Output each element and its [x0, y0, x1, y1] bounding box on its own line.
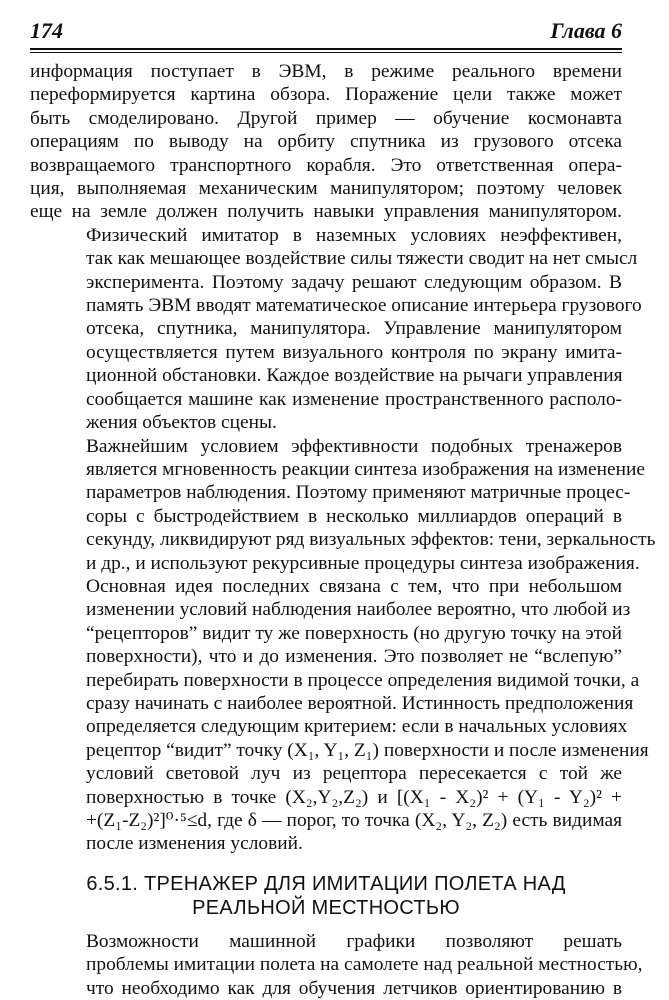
- paragraph-5: [30, 930, 643, 1000]
- section-heading: [30, 872, 622, 920]
- text-line: поверхности), что и до изменения. Это позволяет не “вслепую”: [86, 646, 622, 668]
- text-line: изменении условий наблюдения наиболее вероятно, что любой из: [86, 599, 631, 621]
- text-line: так как мешающее воздействие силы тяжести сводит на нет смысл: [86, 248, 638, 270]
- text-line: возвращаемого транспортного корабля. Это ответственная опера-: [30, 154, 622, 176]
- text-line: быть смоделировано. Другой пример — обучение космонавта: [30, 107, 622, 129]
- text-line: Важнейшим условием эффективности подобных тренажеров: [86, 435, 622, 457]
- text-line: информация поступает в ЭВМ, в режиме реального времени: [30, 61, 622, 82]
- paragraph-1: [30, 60, 622, 224]
- text-line: является мгновенность реакции синтеза изображения на изменение: [86, 458, 645, 480]
- text-line: рецептор “видит” точку (X₁, Y₁, Z₁) поверхности и после изменения: [86, 739, 649, 761]
- page-body: [30, 60, 656, 1000]
- text-line: определяется следующим критерием: если в начальных условиях: [86, 716, 628, 738]
- text-line: после изменения условий.: [86, 833, 303, 855]
- text-line: осуществляется путем визуального контроля по экрану имита-: [86, 341, 622, 363]
- text-line: ция, выполняемая механическим манипулятором; поэтому человек: [30, 178, 622, 200]
- running-header: [30, 18, 622, 46]
- text-line: и др., и используют рекурсивные процедуры синтеза изображения.: [86, 552, 640, 574]
- text-line: поверхностью в точке (X₂,Y₂,Z₂) и [(X₁ - X₂)² + (Y₁ - Y₂)² +: [86, 786, 622, 808]
- text-line: перебирать поверхности в процессе определения видимой точки, а: [86, 669, 640, 691]
- text-line: жения объектов сцены.: [86, 412, 277, 434]
- section-heading-line: РЕАЛЬНОЙ МЕСТНОСТЬЮ: [192, 896, 460, 919]
- text-line: секунду, ликвидируют ряд визуальных эффектов: тени, зеркальность: [86, 529, 656, 551]
- text-line: проблемы имитации полета на самолете над реальной местностью,: [86, 954, 643, 976]
- text-line: параметров наблюдения. Поэтому применяют матричные процес-: [86, 482, 631, 504]
- text-line: Физический имитатор в наземных условиях неэффективен,: [86, 224, 622, 246]
- paragraph-4: [30, 575, 649, 856]
- text-line: отсека, спутника, манипулятора. Управление манипулятором: [86, 318, 622, 340]
- text-line: что необходимо как для обучения летчиков ориентированию в: [86, 977, 622, 999]
- text-line: “рецепторов” видит ту же поверхность (но другую точку на этой: [86, 622, 622, 644]
- paragraph-2: [30, 224, 642, 435]
- page-number: 174: [30, 18, 63, 43]
- text-line: Основная идея последних связана с тем, что при небольшом: [86, 575, 622, 597]
- section-heading-line: 6.5.1. ТРЕНАЖЕР ДЛЯ ИМИТАЦИИ ПОЛЕТА НАД: [86, 872, 566, 895]
- text-line: сразу начинать с наиболее вероятной. Истинность предположения: [86, 692, 634, 714]
- text-line: ционной обстановки. Каждое воздействие на рычаги управления: [86, 365, 623, 387]
- text-line: операциям по выводу на орбиту спутника из грузового отсека: [30, 131, 622, 153]
- text-line: еще на земле должен получить навыки управления манипулятором.: [30, 201, 622, 223]
- text-line: соры с быстродействием в несколько миллиардов операций в: [86, 505, 622, 527]
- text-line: сообщается машине как изменение пространственного располо-: [86, 388, 622, 410]
- chapter-title: Глава 6: [550, 18, 622, 43]
- text-line: Возможности машинной графики позволяют решать: [86, 930, 622, 952]
- header-rule: [30, 48, 622, 53]
- text-line: +(Z₁-Z₂)²]⁰·⁵≤d, где δ — порог, то точка (X₂, Y₂, Z₂) есть видимая: [86, 810, 622, 831]
- text-line: переформируется картина обзора. Поражение цели также может: [30, 84, 622, 106]
- text-line: условий световой луч из рецептора пересекается с той же: [86, 763, 622, 785]
- paragraph-3: [30, 435, 656, 575]
- text-line: память ЭВМ вводят математическое описание интерьера грузового: [86, 295, 642, 317]
- text-line: эксперимента. Поэтому задачу решают следующим образом. В: [86, 271, 622, 293]
